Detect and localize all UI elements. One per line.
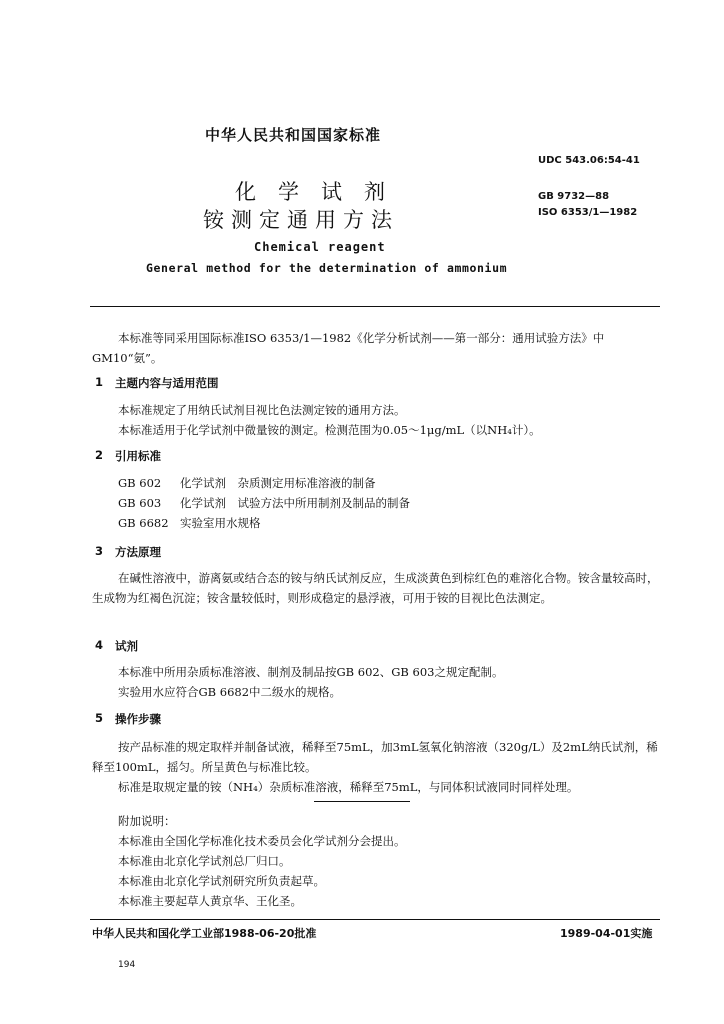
- section-3-paragraph: 在碱性溶液中，游离氨或结合态的铵与纳氏试剂反应，生成淡黄色到棕红色的难溶化合物。铵含量较高时，生成物为红褐色沉淀；铵含量较低时，则形成稳定的悬浮液，可用于铵的目视比色法测定。: [92, 571, 659, 605]
- approval-info: 中华人民共和国化学工业部1988-06-20批准: [92, 927, 317, 940]
- section-3-number: 3: [95, 544, 104, 558]
- reference-code: GB 603: [118, 496, 162, 510]
- header-divider: [90, 306, 660, 307]
- section-4-line-2: 实验用水应符合GB 6682中二级水的规格。: [118, 685, 342, 699]
- title-cn-line2: 铵测定通用方法: [203, 208, 399, 232]
- issuing-authority: 中华人民共和国国家标准: [205, 126, 382, 144]
- section-1-line-1: 本标准规定了用纳氏试剂目视比色法测定铵的通用方法。: [118, 403, 406, 417]
- reference-code: GB 6682: [118, 516, 169, 530]
- title-en-line1: Chemical reagent: [254, 240, 386, 254]
- section-4-line-1: 本标准中所用杂质标准溶液、制剂及制品按GB 602、GB 603之规定配制。: [118, 665, 504, 679]
- section-4-title: 试剂: [115, 639, 138, 653]
- appendix-line-1: 本标准由全国化学标准化技术委员会化学试剂分会提出。: [118, 834, 406, 848]
- section-2-number: 2: [95, 448, 104, 462]
- reference-code: GB 602: [118, 476, 162, 490]
- section-3-title: 方法原理: [115, 545, 161, 559]
- section-1-number: 1: [95, 375, 104, 389]
- section-4-number: 4: [95, 638, 104, 652]
- section-5-paragraph: 按产品标准的规定取样并制备试液，稀释至75mL，加3mL氢氧化钠溶液（320g/L）及2mL纳氏试剂，稀释至100mL，摇匀。所呈黄色与标准比较。: [92, 740, 658, 774]
- section-5-line-2: 标准是取规定量的铵（NH₄）杂质标准溶液，稀释至75mL，与同体积试液同时同样处理。: [118, 780, 579, 794]
- section-5-title: 操作步骤: [115, 712, 161, 726]
- appendix-line-3: 本标准由北京化学试剂研究所负责起草。: [118, 874, 325, 888]
- udc-code: UDC 543.06:54-41: [538, 155, 640, 166]
- title-en-line2: General method for the determination of ammonium: [146, 261, 508, 275]
- footer-divider: [90, 919, 660, 920]
- page-number: 194: [118, 960, 136, 970]
- iso-code: ISO 6353/1—1982: [538, 207, 638, 218]
- reference-name: 化学试剂 杂质测定用标准溶液的制备: [180, 476, 376, 490]
- appendix-line-2: 本标准由北京化学试剂总厂归口。: [118, 854, 291, 868]
- section-2-title: 引用标准: [115, 449, 161, 463]
- appendix-title: 附加说明：: [118, 814, 176, 828]
- intro-paragraph: 本标准等同采用国际标准ISO 6353/1—1982《化学分析试剂——第一部分：通用试验方法》中GM10“氨”。: [92, 331, 605, 365]
- appendix-line-4: 本标准主要起草人黄京华、王化圣。: [118, 894, 302, 908]
- implementation-date: 1989-04-01实施: [560, 927, 653, 940]
- section-1-title: 主题内容与适用范围: [115, 376, 219, 390]
- appendix-divider: [314, 801, 410, 802]
- gb-code: GB 9732—88: [538, 191, 610, 202]
- reference-name: 化学试剂 试验方法中所用制剂及制品的制备: [180, 496, 410, 510]
- section-5-number: 5: [95, 711, 104, 725]
- reference-name: 实验室用水规格: [180, 516, 261, 530]
- section-1-line-2: 本标准适用于化学试剂中微量铵的测定。检测范围为0.05～1μg/mL（以NH₄计）。: [118, 423, 541, 437]
- title-cn-line1: 化学试剂: [235, 180, 407, 204]
